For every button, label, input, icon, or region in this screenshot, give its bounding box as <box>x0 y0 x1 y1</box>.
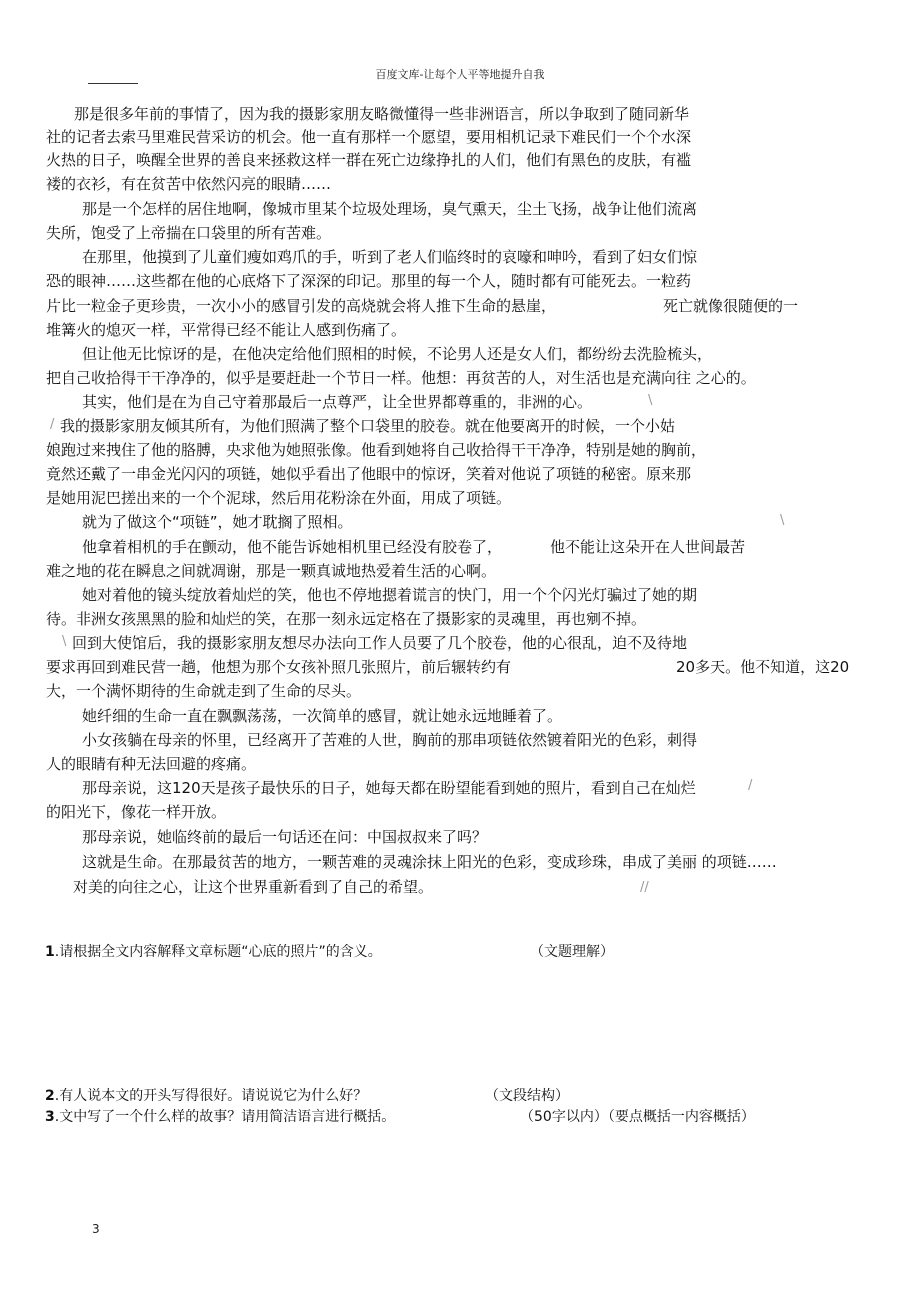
article-line: 在那里，他摸到了儿童们瘦如鸡爪的手，听到了老人们临终时的哀嚎和呻吟，看到了妇女们惊 <box>82 248 698 266</box>
article-line: 她对着他的镜头绽放着灿烂的笑，他也不停地摁着谎言的快门，用一个个闪光灯骗过了她的期 <box>82 586 698 604</box>
article-line: 20多天。他不知道，这20 <box>676 658 850 676</box>
article-line: 我的摄影家朋友倾其所有，为他们照满了整个口袋里的胶卷。就在他要离开的时候，一个小姑 <box>60 417 676 435</box>
article-line: 那母亲说，她临终前的最后一句话还在问：中国叔叔来了吗？ <box>82 828 488 846</box>
scan-mark: \ <box>780 513 785 528</box>
article-line: 火热的日子，唤醒全世界的善良来拯救这样一群在死亡边缘挣扎的人们，他们有黑色的皮肤，有褴 <box>46 151 692 169</box>
article-line: 他不能让这朵开在人世间最苦 <box>550 538 746 556</box>
scan-mark: / <box>748 778 753 793</box>
question-tag: （文段结构） <box>485 1088 569 1104</box>
article-line: 是她用泥巴搓出来的一个个泥球，然后用花粉涂在外面，用成了项链。 <box>46 489 512 507</box>
article-line: 待。非洲女孩黑黑的脸和灿烂的笑，在那一刻永远定格在了摄影家的灵魂里，再也剜不掉。 <box>46 610 647 628</box>
article-line: 难之地的花在瞬息之间就凋谢，那是一颗真诚地热爱着生活的心啊。 <box>46 562 497 580</box>
article-line: 她纤细的生命一直在飘飘荡荡，一次简单的感冒，就让她永远地睡着了。 <box>82 707 563 725</box>
question-2 <box>45 1086 569 1106</box>
question-text: .文中写了一个什么样的故事？请用简洁语言进行概括。 <box>54 1109 396 1125</box>
question-tag: （文题理解） <box>530 944 614 960</box>
article-line: 娘跑过来拽住了他的胳膊，央求他为她照张像。他看到她将自己收拾得干干净净，特别是她的胸前， <box>46 441 707 459</box>
article-line: 他拿着相机的手在颤动，他不能告诉她相机里已经没有胶卷了， <box>82 538 503 556</box>
article-line: 小女孩躺在母亲的怀里，已经离开了苦难的人世，胸前的那串项链依然镀着阳光的色彩，刺得 <box>82 731 698 749</box>
article-line: 死亡就像很随便的一 <box>663 297 799 315</box>
question-1 <box>45 942 614 962</box>
article-line: 社的记者去索马里难民营采访的机会。他一直有那样一个愿望，要用相机记录下难民们一个个水深 <box>46 128 692 146</box>
article-line: 那是很多年前的事情了，因为我的摄影家朋友略微懂得一些非洲语言，所以争取到了随同新华 <box>74 105 690 123</box>
article-line: 就为了做这个“项链”，她才耽搁了照相。 <box>82 513 353 531</box>
question-number: 3 <box>45 1109 55 1125</box>
article-line: 堆篝火的熄灭一样，平常得已经不能让人感到伤痛了。 <box>46 321 407 339</box>
article-line: 把自己收拾得干干净净的，似乎是要赶赴一个节日一样。他想：再贫苦的人，对生活也是充满向往 之心的。 <box>46 369 756 387</box>
article-line: 对美的向往之心，让这个世界重新看到了自己的希望。 <box>73 878 434 896</box>
scan-mark: // <box>640 880 649 895</box>
article-line: 回到大使馆后，我的摄影家朋友想尽办法向工作人员要了几个胶卷，他的心很乱，迫不及待地 <box>72 634 688 652</box>
article-line: 竟然还戴了一串金光闪闪的项链，她似乎看出了他眼中的惊讶，笑着对他说了项链的秘密。原来那 <box>46 465 692 483</box>
header-title: 百度文库-让每个人平等地提升自我 <box>375 68 545 81</box>
scan-mark: \ <box>648 393 653 408</box>
scan-mark: / <box>50 417 55 432</box>
article-line: 那是一个怎样的居住地啊，像城市里某个垃圾处理场，臭气熏天，尘土飞扬，战争让他们流离 <box>82 200 698 218</box>
article-line: 要求再回到难民营一趟，他想为那个女孩补照几张照片，前后辗转约有 <box>46 658 512 676</box>
article-line: 人的眼睛有种无法回避的疼痛。 <box>46 755 257 773</box>
question-number: 1 <box>45 944 55 960</box>
article-line: 恐的眼神……这些都在他的心底烙下了深深的印记。那里的每一个人，随时都有可能死去。一粒药 <box>46 272 692 290</box>
question-text: .有人说本文的开头写得很好。请说说它为什么好？ <box>54 1088 368 1104</box>
article-line: 褛的衣衫，有在贫苦中依然闪亮的眼睛…… <box>46 175 332 193</box>
article-line: 失所，饱受了上帝揣在口袋里的所有苦难。 <box>46 224 332 242</box>
question-number: 2 <box>45 1088 55 1104</box>
article-line: 其实，他们是在为自己守着那最后一点尊严，让全世界都尊重的，非洲的心。 <box>82 393 593 411</box>
question-3 <box>45 1107 755 1127</box>
question-text: .请根据全文内容解释文章标题“心底的照片”的含义。 <box>54 944 382 960</box>
article-line: 这就是生命。在那最贫苦的地方，一颗苦难的灵魂涂抹上阳光的色彩，变成珍珠，串成了美丽 的项链…… <box>82 853 777 871</box>
article-line: 的阳光下，像花一样开放。 <box>46 803 227 821</box>
question-tag: （50字以内）（要点概括一内容概括） <box>520 1109 755 1125</box>
header-rule <box>88 83 138 84</box>
page-number: 3 <box>92 1222 100 1236</box>
article-line: 片比一粒金子更珍贵，一次小小的感冒引发的高烧就会将人推下生命的悬崖， <box>46 297 557 315</box>
article-line: 大，一个满怀期待的生命就走到了生命的尽头。 <box>46 682 362 700</box>
scan-mark: \ <box>62 634 67 649</box>
article-line: 但让他无比惊讶的是，在他决定给他们照相的时候，不论男人还是女人们，都纷纷去洗脸梳头， <box>82 345 713 363</box>
article-line: 那母亲说，这120天是孩子最快乐的日子，她每天都在盼望能看到她的照片，看到自己在灿烂 <box>82 779 696 797</box>
